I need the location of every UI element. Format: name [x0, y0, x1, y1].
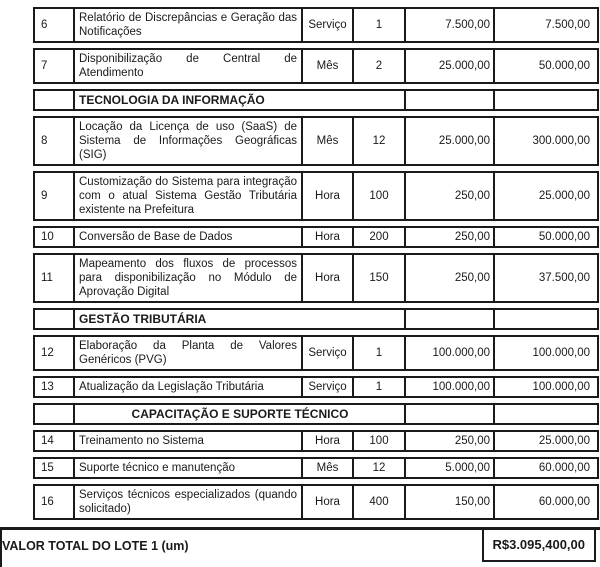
unit-cell: Mês	[301, 50, 352, 82]
quantity-cell: 400	[352, 486, 404, 518]
description-cell	[73, 173, 301, 219]
quantity-cell: 12	[352, 118, 404, 164]
description-cell	[73, 118, 301, 164]
description-cell	[73, 9, 301, 41]
total-price-cell: 37.500,00	[493, 255, 597, 301]
unit-price-cell: 250,00	[404, 255, 493, 301]
total-price-cell: 100.000,00	[493, 337, 597, 369]
total-price-cell	[493, 91, 597, 109]
section-title-cell: GESTÃO TRIBUTÁRIA	[73, 310, 404, 328]
quantity-cell: 1	[352, 9, 404, 41]
unit-cell: Mês	[301, 459, 352, 477]
description-text: Locação da Licença de uso (SaaS) de Sistema de Informações Geográficas (SIG)	[79, 121, 297, 161]
item-number-cell: 6	[41, 19, 48, 31]
item-number-cell: 8	[41, 135, 48, 147]
total-price-cell: 60.000,00	[493, 459, 597, 477]
table-row	[33, 48, 599, 84]
total-price-cell: 100.000,00	[493, 378, 597, 396]
description-text: Atualização da Legislação Tributária	[79, 381, 264, 393]
unit-cell: Mês	[301, 118, 352, 164]
total-price-cell: 7.500,00	[493, 9, 597, 41]
quantity-cell: 100	[352, 173, 404, 219]
unit-price-cell: 150,00	[404, 486, 493, 518]
quantity-cell: 150	[352, 255, 404, 301]
unit-cell: Serviço	[301, 9, 352, 41]
unit-cell: Hora	[301, 255, 352, 301]
table-row	[33, 253, 599, 303]
description-text: Disponibilização de Central de Atendimento	[79, 53, 297, 79]
item-number-cell: 12	[41, 347, 54, 359]
item-number-cell: 7	[41, 60, 48, 72]
quantity-cell: 12	[352, 459, 404, 477]
quantity-cell: 100	[352, 432, 404, 450]
quantity-cell: 1	[352, 337, 404, 369]
unit-cell: Serviço	[301, 337, 352, 369]
total-price-cell: 50.000,00	[493, 50, 597, 82]
total-value-cell	[482, 530, 596, 562]
unit-price-cell	[404, 310, 493, 328]
description-cell	[73, 337, 301, 369]
unit-price-cell: 250,00	[404, 228, 493, 246]
item-number-cell: 16	[41, 496, 54, 508]
unit-price-cell: 100.000,00	[404, 337, 493, 369]
table-row	[33, 335, 599, 371]
unit-cell: Serviço	[301, 378, 352, 396]
description-text: Customização do Sistema para integração com o atual Sistema Gestão Tributária existente na Prefeitura	[79, 176, 297, 216]
description-text: Serviços técnicos especializados (quando solicitado)	[79, 489, 297, 515]
quantity-cell: 2	[352, 50, 404, 82]
item-number-cell: 9	[41, 190, 48, 202]
description-text: Elaboração da Planta de Valores Genéricos (PVG)	[79, 340, 297, 366]
total-price-cell: 25.000,00	[493, 173, 597, 219]
unit-price-cell: 25.000,00	[404, 118, 493, 164]
item-number-cell	[35, 405, 73, 423]
description-text: Conversão de Base de Dados	[79, 231, 233, 243]
total-label: VALOR TOTAL DO LOTE 1 (um)	[2, 539, 189, 553]
price-table	[33, 7, 599, 525]
quantity-cell: 200	[352, 228, 404, 246]
unit-price-cell: 100.000,00	[404, 378, 493, 396]
description-text: Suporte técnico e manutenção	[79, 462, 235, 474]
quantity-cell: 1	[352, 378, 404, 396]
total-price-cell: 50.000,00	[493, 228, 597, 246]
unit-price-cell: 25.000,00	[404, 50, 493, 82]
unit-price-cell	[404, 91, 493, 109]
total-price-cell: 300.000,00	[493, 118, 597, 164]
item-number-cell: 11	[41, 272, 53, 284]
section-title-cell: TECNOLOGIA DA INFORMAÇÃO	[73, 91, 404, 109]
description-cell	[73, 228, 301, 246]
table-row	[33, 171, 599, 221]
total-price-cell	[493, 310, 597, 328]
table-row	[33, 430, 599, 452]
item-number-cell: 14	[41, 435, 54, 447]
total-price-cell: 25.000,00	[493, 432, 597, 450]
section-header-row	[33, 403, 599, 425]
description-text: Relatório de Discrepâncias e Geração das Notificações	[79, 12, 297, 38]
unit-price-cell: 5.000,00	[404, 459, 493, 477]
section-title-cell: CAPACITAÇÃO E SUPORTE TÉCNICO	[73, 405, 404, 423]
unit-price-cell: 250,00	[404, 432, 493, 450]
table-row	[33, 457, 599, 479]
unit-cell: Hora	[301, 486, 352, 518]
total-row	[0, 527, 600, 567]
description-cell	[73, 255, 301, 301]
unit-price-cell	[404, 405, 493, 423]
total-price-cell: 60.000,00	[493, 486, 597, 518]
description-text: Mapeamento dos fluxos de processos para disponibilização no Módulo de Aprovação Digital	[79, 258, 297, 298]
table-row	[33, 376, 599, 398]
item-number-cell: 15	[41, 462, 54, 474]
description-cell	[73, 459, 301, 477]
table-row	[33, 116, 599, 166]
total-value: R$3.095,400,00	[492, 537, 585, 552]
description-text: Treinamento no Sistema	[79, 435, 204, 447]
item-number-cell: 13	[41, 381, 54, 393]
unit-cell: Hora	[301, 228, 352, 246]
description-cell	[73, 50, 301, 82]
table-row	[33, 7, 599, 43]
item-number-cell	[35, 310, 73, 328]
section-header-row	[33, 89, 599, 111]
unit-cell: Hora	[301, 173, 352, 219]
table-row	[33, 484, 599, 520]
total-price-cell	[493, 405, 597, 423]
unit-price-cell: 250,00	[404, 173, 493, 219]
item-number-cell	[35, 91, 73, 109]
unit-cell: Hora	[301, 432, 352, 450]
table-row	[33, 226, 599, 248]
unit-price-cell: 7.500,00	[404, 9, 493, 41]
description-cell	[73, 378, 301, 396]
description-cell	[73, 486, 301, 518]
item-number-cell: 10	[41, 231, 54, 243]
description-cell	[73, 432, 301, 450]
section-header-row	[33, 308, 599, 330]
